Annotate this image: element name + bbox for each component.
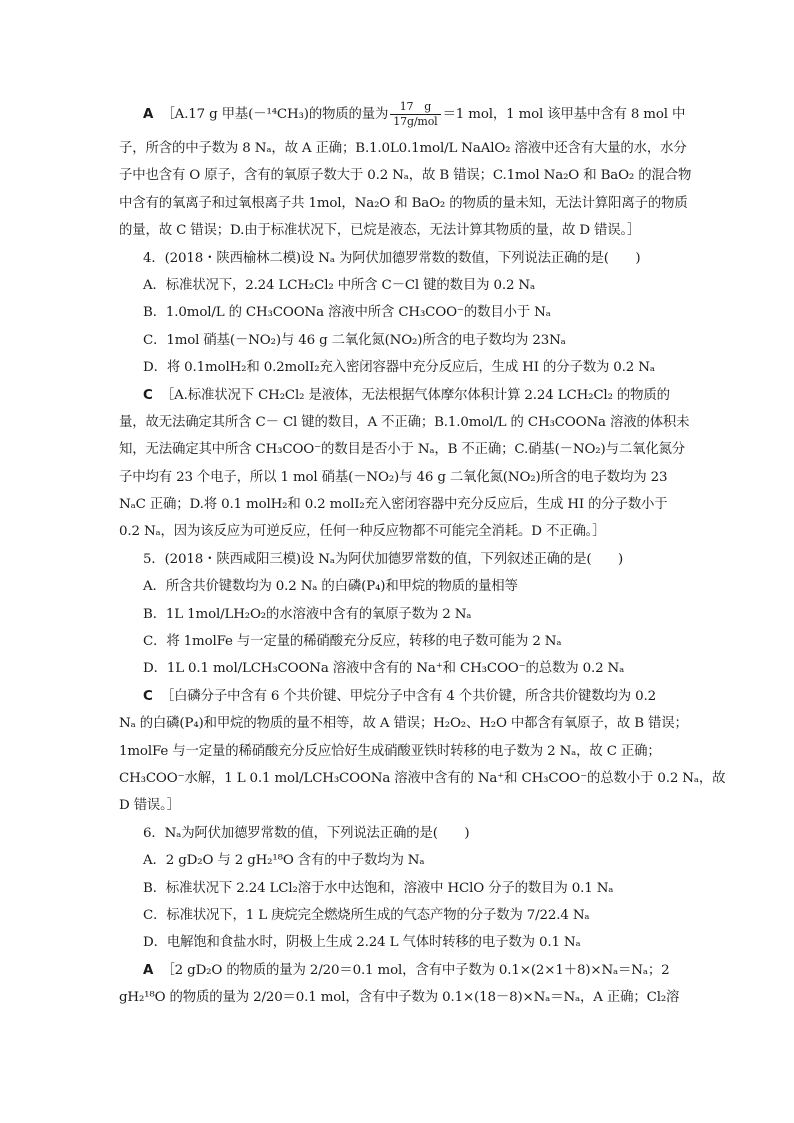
q5-option-c: C．将 1molFe 与一定量的稀硝酸充分反应，转移的电子数可能为 2 Nₐ (143, 634, 562, 650)
q5-option-b: B．1L 1mol/LH₂O₂的水溶液中含有的氧原子数为 2 Nₐ (143, 606, 472, 622)
q4-stem: 4．(2018・陕西榆林二模)设 Nₐ 为阿伏加德罗常数的数值，下列说法正确的是( ) (143, 250, 641, 266)
q6-stem: 6．Nₐ为阿伏加德罗常数的值，下列说法正确的是( ) (143, 825, 470, 841)
q4-option-b: B．1.0mol/L 的 CH₃COONa 溶液中所含 CH₃COO⁻的数目小于 Nₐ (143, 305, 551, 321)
q6-option-d: D．电解饱和食盐水时，阴极上生成 2.24 L 气体时转移的电子数为 0.1 Nₐ (143, 935, 581, 951)
q6-option-c: C．标准状况下，1 L 庚烷完全燃烧所生成的气态产物的分子数为 7/22.4 Nₐ (143, 907, 590, 923)
q5-answer-text: ［白磷分子中含有 6 个共价键、甲烷分子中含有 4 个共价键，所含共价键数均为 0.2 (160, 688, 656, 704)
fraction-numerator: 17 g (390, 100, 440, 115)
q4-answer-line-1 (119, 382, 679, 409)
page-content (119, 95, 726, 1012)
q3-answer-text: ［A.17 g 甲基(－¹⁴CH₃)的物质的量为 (161, 107, 389, 122)
q6-option-a: A．2 gD₂O 与 2 gH₂¹⁸O 含有的中子数均为 Nₐ (143, 853, 425, 869)
q5-option-d: D．1L 0.1 mol/LCH₃COONa 溶液中含有的 Na⁺和 CH₃COO⁻的总数为 0.2 Nₐ (143, 661, 625, 677)
q5-stem: 5．(2018・陕西咸阳三模)设 Nₐ为阿伏加德罗常数的值，下列叙述正确的是( ) (143, 551, 624, 567)
q5-answer-letter: C (143, 688, 153, 704)
q4-answer-line-3: 知，无法确定其中所含 CH₃COO⁻的数目是否小于 Nₐ，B 不正确；C.硝基(－NO₂)与二氧化氮分 (119, 442, 686, 458)
q4-option-d: D．将 0.1molH₂和 0.2molI₂充入密闭容器中充分反应后，生成 HI 的分子数为 0.2 Nₐ (143, 360, 655, 376)
q4-answer-line-6: 0.2 Nₐ，因为该反应为可逆反应，任何一种反应物都不可能完全消耗。D 不正确。］ (119, 524, 606, 540)
q5-answer-line-1 (119, 683, 679, 710)
q5-answer-line-4: CH₃COO⁻水解，1 L 0.1 mol/LCH₃COONa 溶液中含有的 Na⁺和 CH₃COO⁻的总数小于 0.2 Nₐ，故 (119, 770, 726, 786)
q5-answer-line-5: D 错误。］ (119, 798, 180, 814)
q3-answer-letter: A (143, 107, 154, 122)
q4-answer-text: ［A.标准状况下 CH₂Cl₂ 是液体，无法根据气体摩尔体积计算 2.24 LCH₂Cl₂ 的物质的 (160, 387, 670, 403)
q6-answer-text: ［2 gD₂O 的物质的量为 2/20＝0.1 mol，含有中子数为 0.1×(2×1＋8)×Nₐ＝Nₐ；2 (161, 962, 670, 978)
q4-answer-line-2: 量，故无法确定其所含 C－ Cl 键的数目，A 不正确；B.1.0mol/L 的 CH₃COONa 溶液的体积未 (119, 414, 690, 430)
q5-answer-line-3: 1molFe 与一定量的稀硝酸充分反应恰好生成硝酸亚铁时转移的电子数为 2 Nₐ，故 C 正确； (119, 743, 661, 759)
q6-answer-letter: A (143, 962, 154, 978)
q5-option-a: A．所含共价键数均为 0.2 Nₐ 的白磷(P₄)和甲烷的物质的量相等 (143, 579, 518, 595)
q4-option-a: A．标准状况下，2.24 LCH₂Cl₂ 中所含 C－Cl 键的数目为 0.2 Nₐ (143, 277, 536, 293)
q4-option-c: C．1mol 硝基(－NO₂)与 46 g 二氧化氮(NO₂)所含的电子数均为 23Nₐ (143, 332, 566, 348)
q3-answer-line-1 (119, 95, 686, 135)
q5-answer-line-2: Nₐ 的白磷(P₄)和甲烷的物质的量不相等，故 A 错误；H₂O₂、H₂O 中都含有氧原子，故 B 错误； (119, 716, 688, 732)
q3-answer-text-after: ＝1 mol，1 mol 该甲基中含有 8 mol 中 (442, 107, 686, 122)
fraction-denominator: 17g/mol (393, 115, 438, 128)
q4-answer-line-4: 子中均有 23 个电子，所以 1 mol 硝基(－NO₂)与 46 g 二氧化氮(NO₂)所含的电子数均为 23 (119, 469, 668, 485)
q6-option-b: B．标准状况下 2.24 LCl₂溶于水中达饱和，溶液中 HClO 分子的数目为 0.1 Nₐ (143, 880, 614, 896)
q4-answer-letter: C (143, 387, 153, 403)
mass-fraction (390, 100, 440, 129)
q6-answer-line-2: gH₂¹⁸O 的物质的量为 2/20＝0.1 mol，含有中子数为 0.1×(18－8)×Nₐ＝Nₐ，A 正确；Cl₂溶 (119, 990, 680, 1006)
q3-answer-line-3: 子中也含有 O 原子，含有的氧原子数大于 0.2 Nₐ，故 B 错误；C.1mol Na₂O 和 BaO₂ 的混合物 (119, 168, 692, 184)
q3-answer-line-2: 子，所含的中子数为 8 Nₐ，故 A 正确；B.1.0L0.1mol/L NaAlO₂ 溶液中还含有大量的水，水分 (119, 141, 687, 156)
q3-answer-line-4: 中含有的氧离子和过氧根离子共 1mol，Na₂O 和 BaO₂ 的物质的量未知，无法计算阳离子的物质 (119, 195, 688, 211)
q3-answer-line-5: 的量，故 C 错误；D.由于标准状况下，已烷是液态，无法计算其物质的量，故 D 错误。］ (119, 223, 641, 239)
q4-answer-line-5: NₐC 正确；D.将 0.1 molH₂和 0.2 molI₂充入密闭容器中充分反应后，生成 HI 的分子数小于 (119, 497, 668, 513)
q6-answer-line-1 (119, 957, 679, 984)
